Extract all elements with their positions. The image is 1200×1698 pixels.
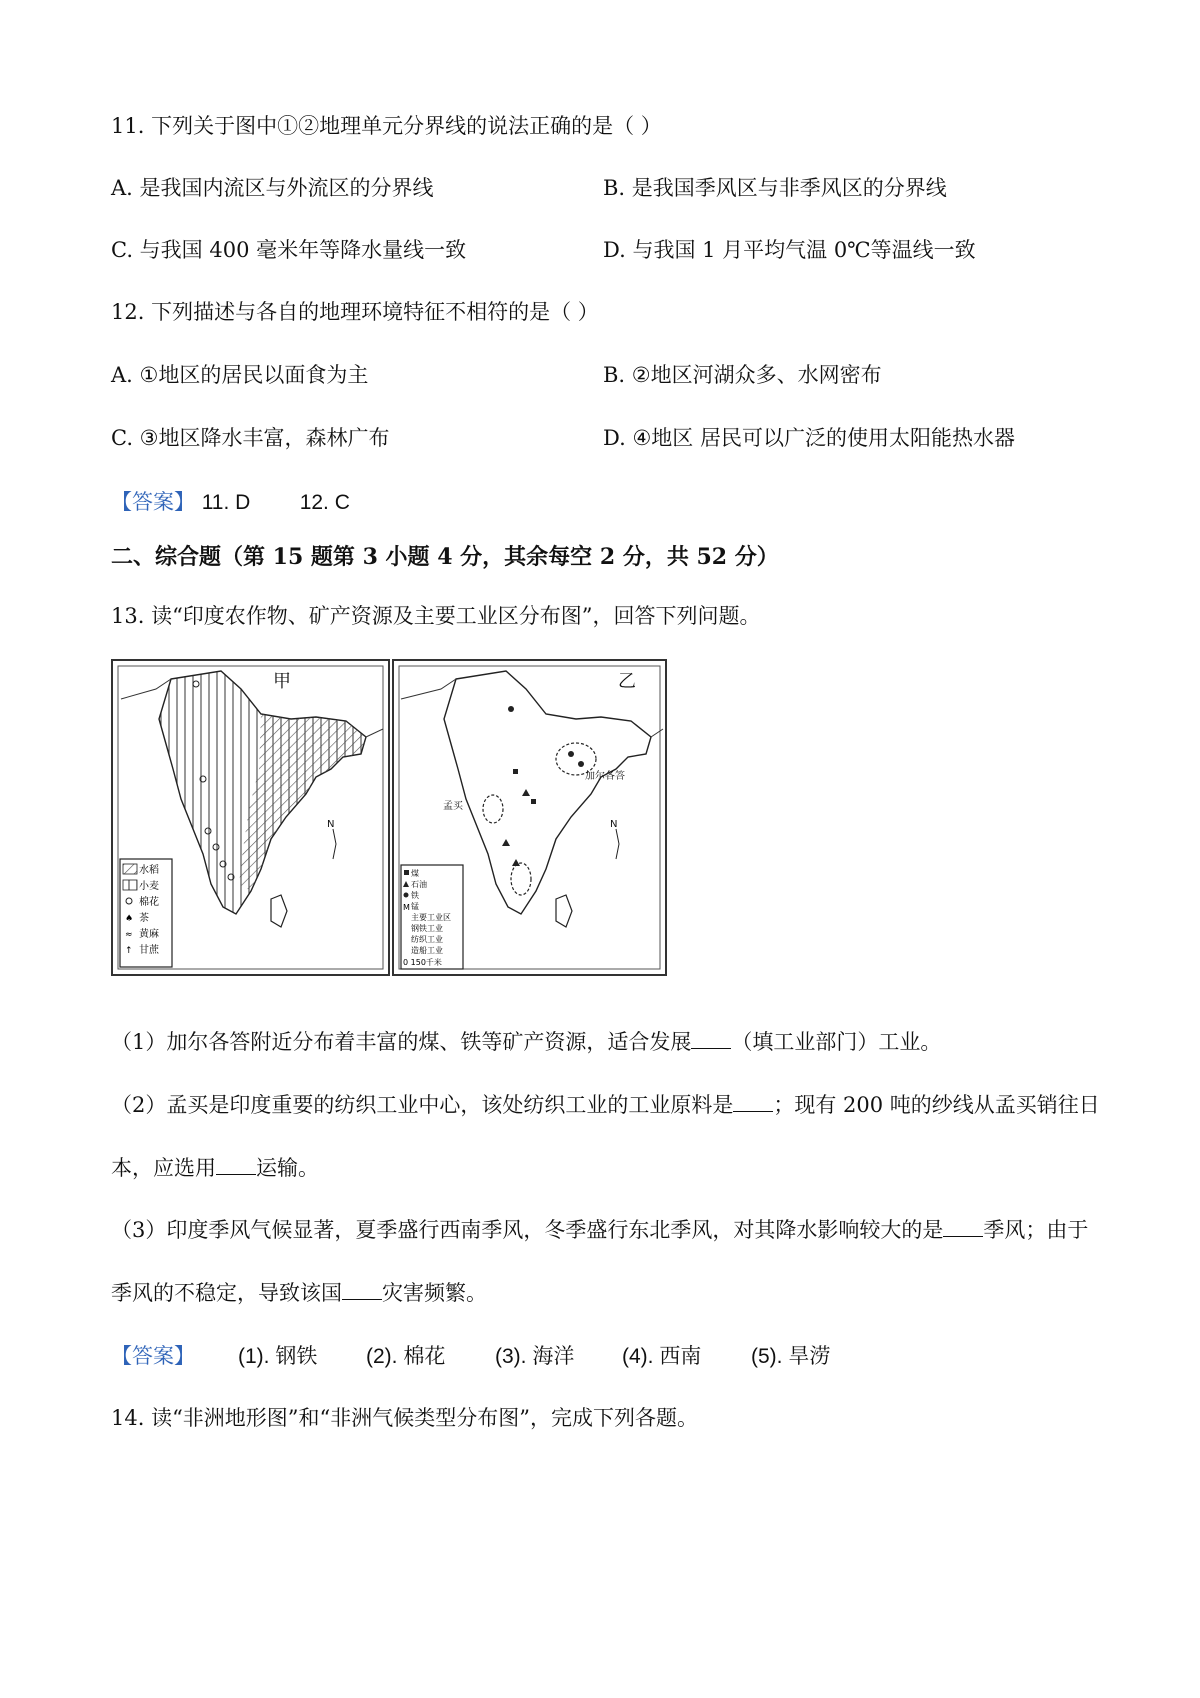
svg-text:M: M bbox=[403, 903, 410, 912]
svg-text:N: N bbox=[610, 819, 618, 830]
legend-iron: 铁 bbox=[411, 891, 419, 900]
q13-part1-text-b: （填工业部门）工业。 bbox=[731, 1030, 942, 1054]
q13-part3-text-b: 季风；由于 bbox=[983, 1218, 1089, 1242]
legend-sugarcane: 甘蔗 bbox=[139, 945, 159, 956]
legend-manganese: 锰 bbox=[411, 902, 419, 911]
blank bbox=[216, 1154, 256, 1175]
legend-textile: 纺织工业 bbox=[411, 935, 443, 944]
q13-part2-text-b: ；现有 200 吨的纱线从孟买销往日 bbox=[773, 1093, 1100, 1117]
map-right-label: 乙 bbox=[618, 671, 636, 692]
q13-part3-text-d: 灾害频繁。 bbox=[382, 1281, 487, 1305]
legend-jute: 黄麻 bbox=[139, 929, 159, 940]
q13-part2 bbox=[111, 1091, 1100, 1119]
legend-shipbuilding: 造船工业 bbox=[411, 946, 443, 955]
legend-coal: 煤 bbox=[411, 869, 419, 878]
blank bbox=[733, 1091, 773, 1112]
map-scale: 0 150千米 bbox=[403, 958, 442, 967]
q14-stem: 14. 读“非洲地形图”和“非洲气候类型分布图”，完成下列各题。 bbox=[111, 1406, 699, 1430]
q13-part3 bbox=[111, 1216, 1088, 1244]
legend-steel: 钢铁工业 bbox=[411, 924, 443, 933]
answer-11: 11. D bbox=[201, 491, 251, 514]
svg-text:≈: ≈ bbox=[125, 930, 133, 940]
map-right-legend bbox=[401, 865, 463, 969]
q13-part1-text-a: （1）加尔各答附近分布着丰富的煤、铁等矿产资源，适合发展 bbox=[111, 1030, 692, 1054]
svg-text:↑: ↑ bbox=[125, 946, 133, 956]
answer-item: (5). 旱涝 bbox=[751, 1345, 831, 1368]
q11-option-c: C. 与我国 400 毫米年等降水量线一致 bbox=[111, 238, 467, 262]
blank bbox=[943, 1216, 983, 1237]
q12-option-c: C. ③地区降水丰富，森林广布 bbox=[111, 426, 390, 450]
q11-option-a: A. 是我国内流区与外流区的分界线 bbox=[111, 176, 434, 200]
legend-oil: 石油 bbox=[411, 880, 427, 889]
q12-option-a: A. ①地区的居民以面食为主 bbox=[111, 363, 369, 387]
q11-stem: 11. 下列关于图中①②地理单元分界线的说法正确的是（ ） bbox=[111, 114, 662, 138]
q13-part3-text-c: 季风的不稳定，导致该国 bbox=[111, 1281, 342, 1305]
section-heading: 二、综合题（第 15 题第 3 小题 4 分，其余每空 2 分，共 52 分） bbox=[111, 544, 779, 570]
legend-cotton: 棉花 bbox=[139, 897, 159, 908]
svg-text:♠: ♠ bbox=[125, 914, 134, 924]
answer-13-4 bbox=[622, 1342, 701, 1371]
blank bbox=[342, 1279, 382, 1300]
answer-13-1 bbox=[238, 1342, 317, 1371]
city-kolkata: 加尔各答 bbox=[585, 771, 625, 782]
legend-rice: 水稻 bbox=[139, 865, 159, 876]
q13-part2-cont bbox=[111, 1154, 319, 1182]
answer-13-2 bbox=[366, 1342, 445, 1371]
answer-tag: 【答案】 bbox=[111, 490, 195, 514]
answer-13-3 bbox=[495, 1342, 574, 1371]
legend-wheat: 小麦 bbox=[139, 881, 159, 892]
answer-13-5 bbox=[751, 1342, 830, 1371]
q13-part1 bbox=[111, 1028, 941, 1056]
q13-part3-text-a: （3）印度季风气候显著，夏季盛行西南季风，冬季盛行东北季风，对其降水影响较大的是 bbox=[111, 1218, 944, 1242]
legend-tea: 茶 bbox=[139, 913, 149, 924]
q13-part3-cont bbox=[111, 1279, 487, 1307]
answer-item: (4). 西南 bbox=[622, 1345, 702, 1368]
india-map-figure bbox=[111, 659, 668, 976]
answer-item: (3). 海洋 bbox=[495, 1345, 575, 1368]
q13-part2-text-a: （2）孟买是印度重要的纺织工业中心，该处纺织工业的工业原料是 bbox=[111, 1093, 734, 1117]
q13-stem: 13. 读“印度农作物、矿产资源及主要工业区分布图”，回答下列问题。 bbox=[111, 604, 761, 628]
q13-part2-text-c: 本，应选用 bbox=[111, 1156, 216, 1180]
answer-12: 12. C bbox=[299, 491, 350, 514]
q11-option-b: B. 是我国季风区与非季风区的分界线 bbox=[603, 176, 947, 200]
answer-item: (1). 钢铁 bbox=[238, 1345, 318, 1368]
q13-part2-text-d: 运输。 bbox=[256, 1156, 319, 1180]
city-mumbai: 孟买 bbox=[443, 801, 463, 812]
answer-item: (2). 棉花 bbox=[366, 1345, 446, 1368]
q11-option-d: D. 与我国 1 月平均气温 0℃等温线一致 bbox=[603, 238, 976, 262]
svg-text:N: N bbox=[327, 819, 335, 830]
blank bbox=[691, 1028, 731, 1049]
answer-tag-2: 【答案】 bbox=[111, 1344, 195, 1368]
map-left-legend bbox=[120, 859, 172, 967]
q12-option-d: D. ④地区 居民可以广泛的使用太阳能热水器 bbox=[603, 426, 1015, 450]
map-left-label: 甲 bbox=[273, 671, 291, 692]
q12-stem: 12. 下列描述与各自的地理环境特征不相符的是（ ） bbox=[111, 300, 599, 324]
answer-line-1 bbox=[111, 488, 350, 517]
legend-industrial-zone: 主要工业区 bbox=[411, 913, 451, 922]
q12-option-b: B. ②地区河湖众多、水网密布 bbox=[603, 363, 882, 387]
